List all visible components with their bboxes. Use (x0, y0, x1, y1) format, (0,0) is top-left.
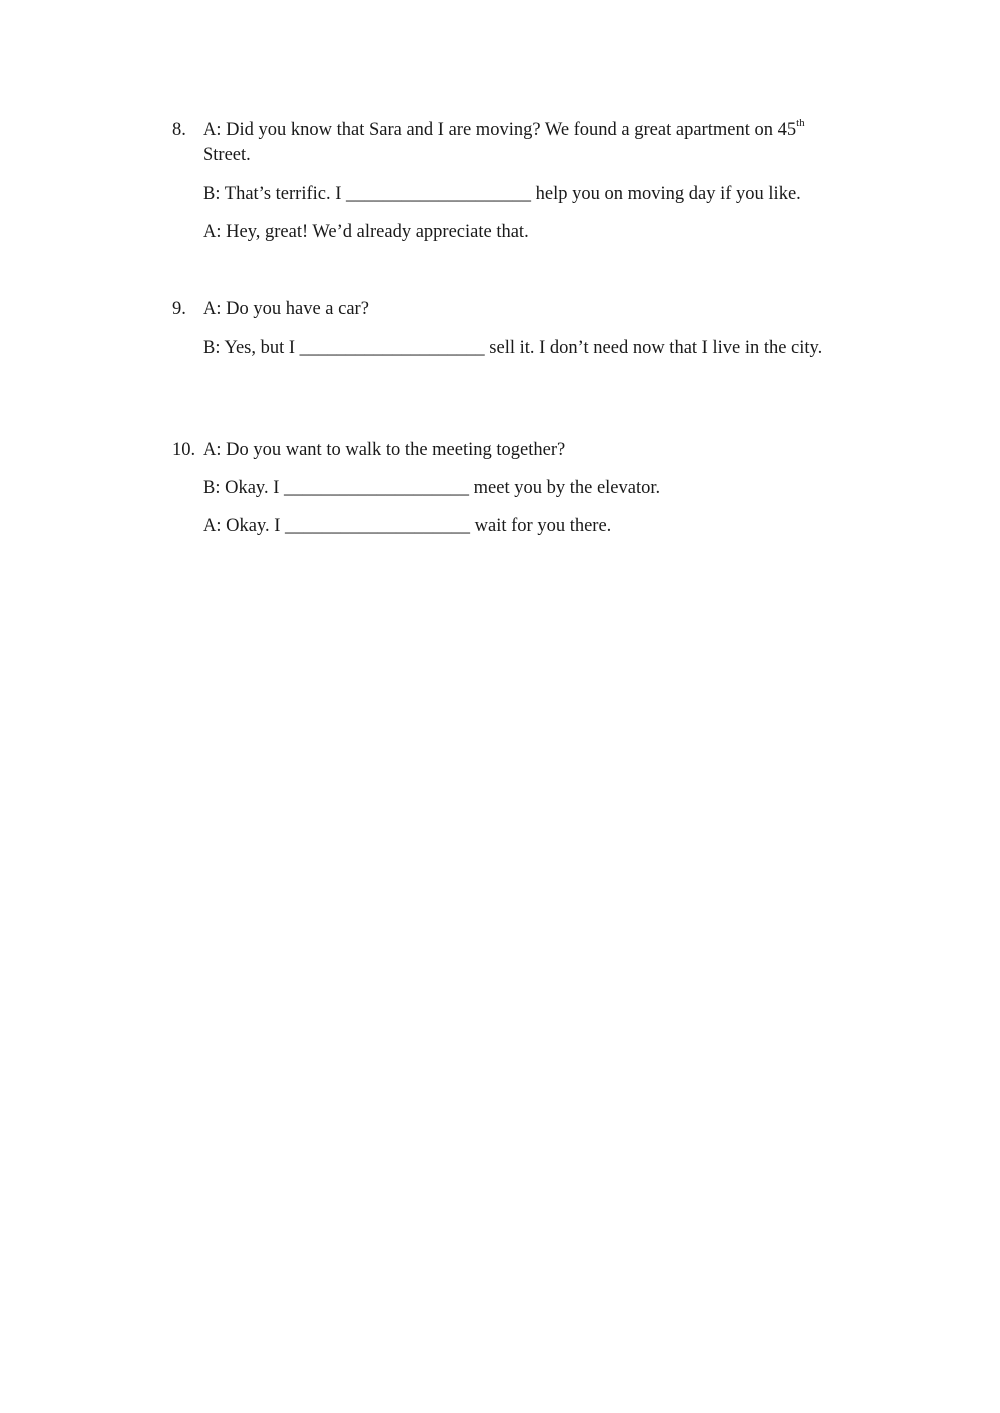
dialogue-line (203, 514, 857, 539)
question-number: 10. (172, 440, 196, 460)
answer-blank[interactable]: ____________________ (299, 338, 485, 358)
dialogue-line (203, 118, 857, 168)
dialogue-text: Do you want to walk to the meeting together? (226, 440, 566, 460)
dialogue-text: That’s terrific. I (224, 184, 342, 204)
answer-blank[interactable]: ____________________ (285, 516, 471, 536)
speaker-label: A: (203, 516, 222, 536)
dialogue-text: sell it. I don’t need now that I live in the city. (489, 338, 823, 358)
question-number: 8. (172, 120, 186, 140)
speaker-label: A: (203, 222, 222, 242)
dialogue-line (203, 220, 857, 245)
speaker-label: A: (203, 299, 222, 319)
dialogue-line (203, 297, 857, 322)
dialogue-text: Hey, great! We’d already appreciate that. (226, 222, 529, 242)
dialogue-line (203, 438, 857, 463)
dialogue-line (203, 182, 857, 207)
question-number: 9. (172, 299, 186, 319)
speaker-label: B: (203, 478, 221, 498)
dialogue-text: Did you know that Sara and I are moving? We found a great apartment on 45 (226, 120, 797, 140)
dialogue-line (203, 476, 857, 501)
dialogue-text: Yes, but I (224, 338, 296, 358)
dialogue-text: meet you by the elevator. (473, 478, 661, 498)
dialogue-text: Do you have a car? (226, 299, 369, 319)
dialogue-text: wait for you there. (474, 516, 612, 536)
answer-blank[interactable]: ____________________ (284, 478, 470, 498)
speaker-label: A: (203, 440, 222, 460)
speaker-label: B: (203, 184, 221, 204)
answer-blank[interactable]: ____________________ (346, 184, 532, 204)
speaker-label: A: (203, 120, 222, 140)
dialogue-text: help you on moving day if you like. (535, 184, 801, 204)
ordinal-suffix: th (796, 116, 805, 129)
dialogue-text: Okay. I (226, 516, 281, 536)
dialogue-text: Street. (203, 145, 251, 165)
speaker-label: B: (203, 338, 221, 358)
dialogue-line (203, 336, 857, 361)
dialogue-text: Okay. I (225, 478, 280, 498)
